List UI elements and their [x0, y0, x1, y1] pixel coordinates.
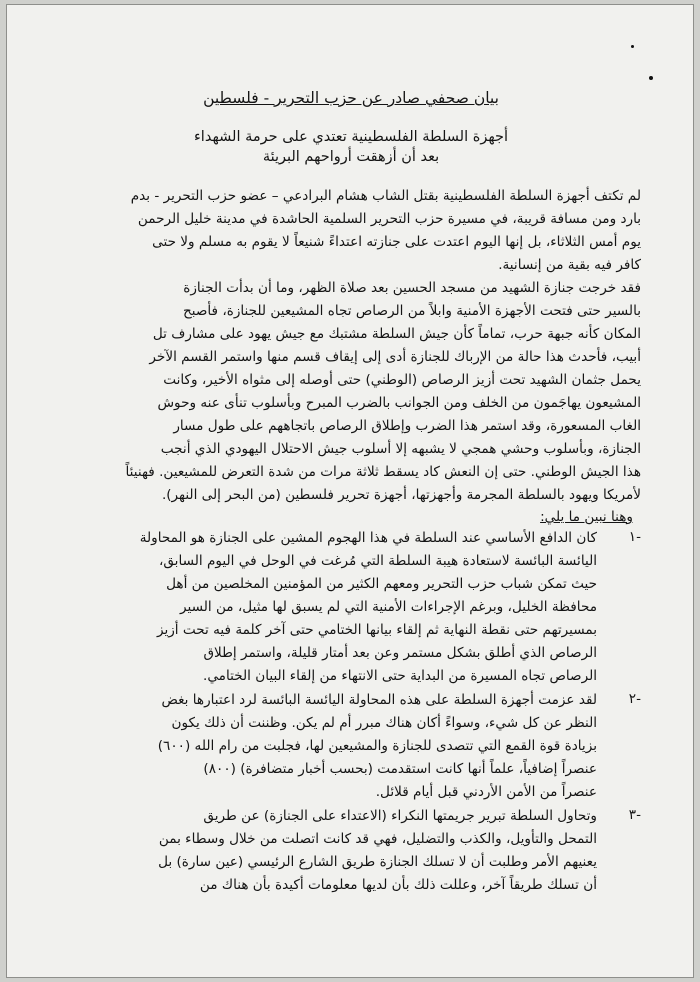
item-line: وتحاول السلطة تبرير جريمتها النكراء (الاعتداء على الجنازة) عن طريق	[203, 808, 597, 824]
item-line: بمسيرتهم حتى نقطة النهاية ثم إلقاء بيانها الختامي حتى آخر كلمة فيه تحت أزيز	[156, 622, 597, 638]
paragraph-line: يحمل جثمان الشهيد تحت أزيز الرصاص (الوطني) حتى أوصله إلى مثواه الأخير، وكانت	[163, 372, 641, 388]
paragraph-line: أبيب، فأحدث هذا حالة من الإرباك للجنازة أدى إلى إيقاف قسم منها واستمر القسم الآخر	[149, 349, 641, 365]
item-line: عنصراً من الأمن الأردني قبل أيام قلائل.	[375, 784, 597, 800]
item-line: لقد عزمت أجهزة السلطة على هذه المحاولة اليائسة البائسة لرد اعتبارها بغض	[161, 692, 597, 708]
item-line: بزيادة قوة القمع التي تتصدى للجنازة والمشيعين لها، فجلبت من رام الله (٦٠٠)	[157, 738, 597, 754]
item-line: اليائسة البائسة لاستعادة هيبة السلطة التي مُرغت في الوحل في اليوم السابق،	[158, 553, 597, 569]
intro-line: بارد ومن مسافة قريبة، في مسيرة حزب التحرير السلمية الحاشدة في مدينة خليل الرحمن	[137, 211, 641, 227]
item-number: -١	[628, 529, 641, 545]
item-line: التمحل والتأويل، والكذب والتضليل، فهي قد كانت اتصلت من خلال وسطاء بمن	[158, 831, 597, 847]
item-line: النظر عن كل شيء، وسواءً أكان هناك مبرر أم لم يكن. وظننت أن ذلك يكون	[171, 715, 597, 731]
paragraph-line: المشيعون يهاجَمون من الخلف ومن الجوانب بالضرب المبرح وبأسلوب تنأى عنه وحوش	[157, 395, 641, 411]
paragraph-line: بالسير حتى فتحت الأجهزة الأمنية وابلاً من الرصاص تجاه المشيعين للجنازة، فأصبح	[182, 303, 641, 319]
item-line: أن تسلك طريقاً آخر، وعللت ذلك بأن لديها معلومات أكيدة بأن هناك من	[199, 877, 597, 893]
paragraph-line: الجنازة، وبأسلوب وحشي همجي لا يشبهه إلا أسلوب جيش الاحتلال اليهودي الذي أنجب	[160, 441, 641, 457]
ink-dot-top	[631, 45, 634, 48]
document-title: بيان صحفي صادر عن حزب التحرير - فلسطين	[203, 89, 499, 107]
headline-line-2: بعد أن أزهقت أرواحهم البريئة	[262, 149, 440, 165]
intro-line: يوم أمس الثلاثاء، بل إنها اليوم اعتدت على جنازته اعتداءً شنيعاً لا يقوم به مسلم ولا حتى	[152, 234, 641, 250]
paragraph-line: فقد خرجت جنازة الشهيد من مسجد الحسين بعد صلاة الظهر، وما أن بدأت الجنازة	[183, 280, 641, 296]
list-heading: وهنا نبين ما يلي:	[540, 509, 633, 525]
item-line: كان الدافع الأساسي عند السلطة في هذا الهجوم المشين على الجنازة هو المحاولة	[139, 530, 597, 546]
item-line: الرصاص تجاه المسيرة من البداية حتى الانتهاء من إلقاء البيان الختامي.	[203, 668, 597, 684]
item-line: يعنيهم الأمر وطلبت أن لا تسلك الجنازة طريق الشارع الرئيسي (عين سارة) بل	[158, 854, 597, 870]
headline-line-1: أجهزة السلطة الفلسطينية تعتدي على حرمة الشهداء	[193, 129, 509, 145]
paragraph-line: هذا الجيش الوطني. حتى إن النعش كاد يسقط ثلاثة مرات من شدة التعرض للمشيعين. فهنيئاً	[125, 464, 641, 480]
intro-line: لم تكتف أجهزة السلطة الفلسطينية بقتل الشاب هشام البرادعي – عضو حزب التحرير - بدم	[130, 188, 641, 204]
item-number: -٢	[628, 691, 641, 707]
item-line: عنصراً إضافياً، علماً أنها كانت استقدمت (بحسب أخبار متضافرة) (٨٠٠)	[203, 761, 597, 777]
document-page	[6, 4, 694, 978]
item-line: محافظة الخليل، وبرغم الإجراءات الأمنية التي لم يسبق لها مثيل، من السير	[179, 599, 597, 615]
paragraph-line: المكان كأنه جبهة حرب، تماماً كأن جيش السلطة مشتبك مع جيش يهود على مشارف تل	[152, 326, 641, 342]
paragraph-line: الغاب المسعورة، وقد استمر هذا الضرب وإطلاق الرصاص باتجاههم على طول مسار	[173, 418, 641, 434]
item-line: حيث تمكن شباب حزب التحرير ومعهم الكثير من المؤمنين المخلصين من أهل	[166, 576, 597, 592]
paragraph-line: لأمريكا ويهود بالسلطة المجرمة وأجهزتها، أجهزة تحرير فلسطين (من البحر إلى النهر).	[161, 487, 641, 503]
item-number: -٣	[628, 807, 641, 823]
intro-line: كافر فيه بقية من إنسانية.	[498, 257, 641, 273]
item-line: الرصاص الذي أطلق بشكل مستمر وعن بعد أمتار قليلة، واستمر إطلاق	[203, 645, 597, 661]
ink-dot	[649, 76, 653, 80]
